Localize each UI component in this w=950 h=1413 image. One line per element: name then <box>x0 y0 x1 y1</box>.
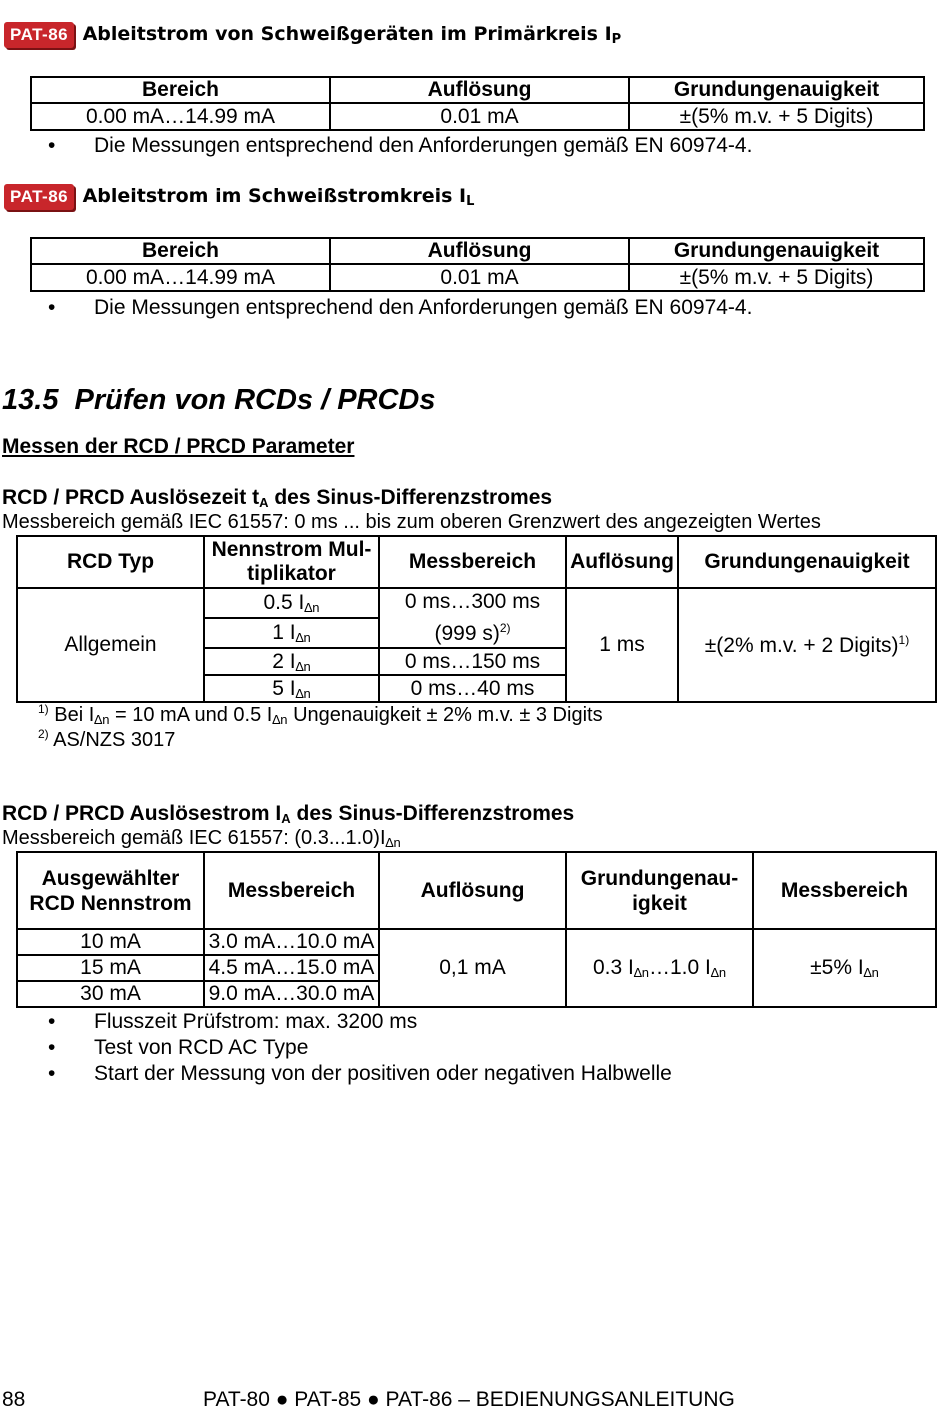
block1-title: RCD / PRCD Auslösezeit tA des Sinus-Differenzstromes <box>2 486 553 510</box>
rcd-time-table <box>16 535 937 703</box>
section2-header <box>4 184 474 210</box>
nennstrom-cell: 10 mA <box>17 929 204 955</box>
cell: ±(5% m.v. + 5 Digits) <box>629 264 924 291</box>
col-header: Grundungenau-igkeit <box>566 852 753 929</box>
section2-table <box>30 237 925 292</box>
multiplier-cell: 5 I∆n <box>204 675 379 702</box>
footer-title: PAT-80 ● PAT-85 ● PAT-86 – BEDIENUNGSANLEITUNG <box>203 1388 735 1411</box>
col-header: Grundungenauigkeit <box>629 77 924 103</box>
block2-title: RCD / PRCD Auslösestrom IA des Sinus-Differenzstromes <box>2 802 575 826</box>
col-header: Auflösung <box>379 852 566 929</box>
range-cell: 0 ms…40 ms <box>379 675 566 702</box>
chapter-heading: 13.5 Prüfen von RCDs / PRCDs <box>2 384 436 416</box>
resolution-cell: 1 ms <box>566 588 678 702</box>
accuracy-cell: 0.3 I∆n…1.0 I∆n <box>566 929 753 1007</box>
cell: 0.01 mA <box>330 264 629 291</box>
bullet-icon: • <box>48 1062 56 1085</box>
col-header: Auflösung <box>330 77 629 103</box>
footnote-1: $^{1)}$ Bei I∆n = 10 mA und 0.5 I∆n Ungenauigkeit ± 2% m.v. ± 3 Digits <box>38 702 603 727</box>
resolution-cell: 0,1 mA <box>379 929 566 1007</box>
col-header: Grundungenauigkeit <box>629 238 924 264</box>
rcd-type-cell: Allgemein <box>17 588 204 702</box>
list-item: • Die Messungen entsprechend den Anforderungen gemäß EN 60974-4. <box>0 296 752 320</box>
list-item: • Flusszeit Prüfstrom: max. 3200 ms <box>0 1010 417 1034</box>
list-item: • Test von RCD AC Type <box>0 1036 308 1060</box>
col-header: Messbereich <box>204 852 379 929</box>
bullet-icon: • <box>48 134 56 157</box>
section1-header <box>4 22 621 48</box>
col-header: Messbereich <box>379 536 566 588</box>
cell: 0.00 mA…14.99 mA <box>31 103 330 130</box>
nennstrom-cell: 30 mA <box>17 981 204 1007</box>
pat86-badge: PAT-86 <box>4 22 74 48</box>
section1-title: Ableitstrom von Schweißgeräten im Primärkreis $I_P$ <box>82 23 622 47</box>
col-header: Bereich <box>31 238 330 264</box>
col-header: Ausgewählter RCD Nennstrom <box>17 852 204 929</box>
col-header: Grundungenauigkeit <box>678 536 936 588</box>
range-cell: ±5% I∆n <box>753 929 936 1007</box>
col-header: RCD Typ <box>17 536 204 588</box>
bullet-icon: • <box>48 1010 56 1033</box>
col-header: Bereich <box>31 77 330 103</box>
block1-range-text: Messbereich gemäß IEC 61557: 0 ms ... bis zum oberen Grenzwert des angezeigten Wertes <box>2 511 821 533</box>
multiplier-cell: 0.5 I∆n <box>204 588 379 618</box>
range-cell: 4.5 mA…15.0 mA <box>204 955 379 981</box>
col-header: Nennstrom Mul-tiplikator <box>204 536 379 588</box>
list-item: • Start der Messung von der positiven oder negativen Halbwelle <box>0 1062 672 1086</box>
range-cell: 0 ms…300 ms (999 s)$^{2)}$ <box>379 588 566 648</box>
range-cell: 3.0 mA…10.0 mA <box>204 929 379 955</box>
pat86-badge: PAT-86 <box>4 184 74 210</box>
footnote-2: $^{2)}$ AS/NZS 3017 <box>38 727 176 751</box>
section2-title: Ableitstrom im Schweißstromkreis $I_L$ <box>82 185 475 209</box>
multiplier-cell: 1 I∆n <box>204 618 379 648</box>
bullet-icon: • <box>48 1036 56 1059</box>
multiplier-cell: 2 I∆n <box>204 648 379 675</box>
block2-range-text: Messbereich gemäß IEC 61557: (0.3...1.0)I∆n <box>2 827 401 850</box>
cell: 0.00 mA…14.99 mA <box>31 264 330 291</box>
list-item: • Die Messungen entsprechend den Anforderungen gemäß EN 60974-4. <box>0 134 752 158</box>
col-header: Messbereich <box>753 852 936 929</box>
section1-table <box>30 76 925 131</box>
rcd-current-table <box>16 851 937 1008</box>
nennstrom-cell: 15 mA <box>17 955 204 981</box>
col-header: Auflösung <box>566 536 678 588</box>
range-cell: 9.0 mA…30.0 mA <box>204 981 379 1007</box>
page-number: 88 <box>2 1388 26 1411</box>
accuracy-cell: ±(2% m.v. + 2 Digits)$^{1)}$ <box>678 588 936 702</box>
subheading: Messen der RCD / PRCD Parameter <box>2 435 355 458</box>
cell: 0.01 mA <box>330 103 629 130</box>
bullet-icon: • <box>48 296 56 319</box>
cell: ±(5% m.v. + 5 Digits) <box>629 103 924 130</box>
range-cell: 0 ms…150 ms <box>379 648 566 675</box>
col-header: Auflösung <box>330 238 629 264</box>
